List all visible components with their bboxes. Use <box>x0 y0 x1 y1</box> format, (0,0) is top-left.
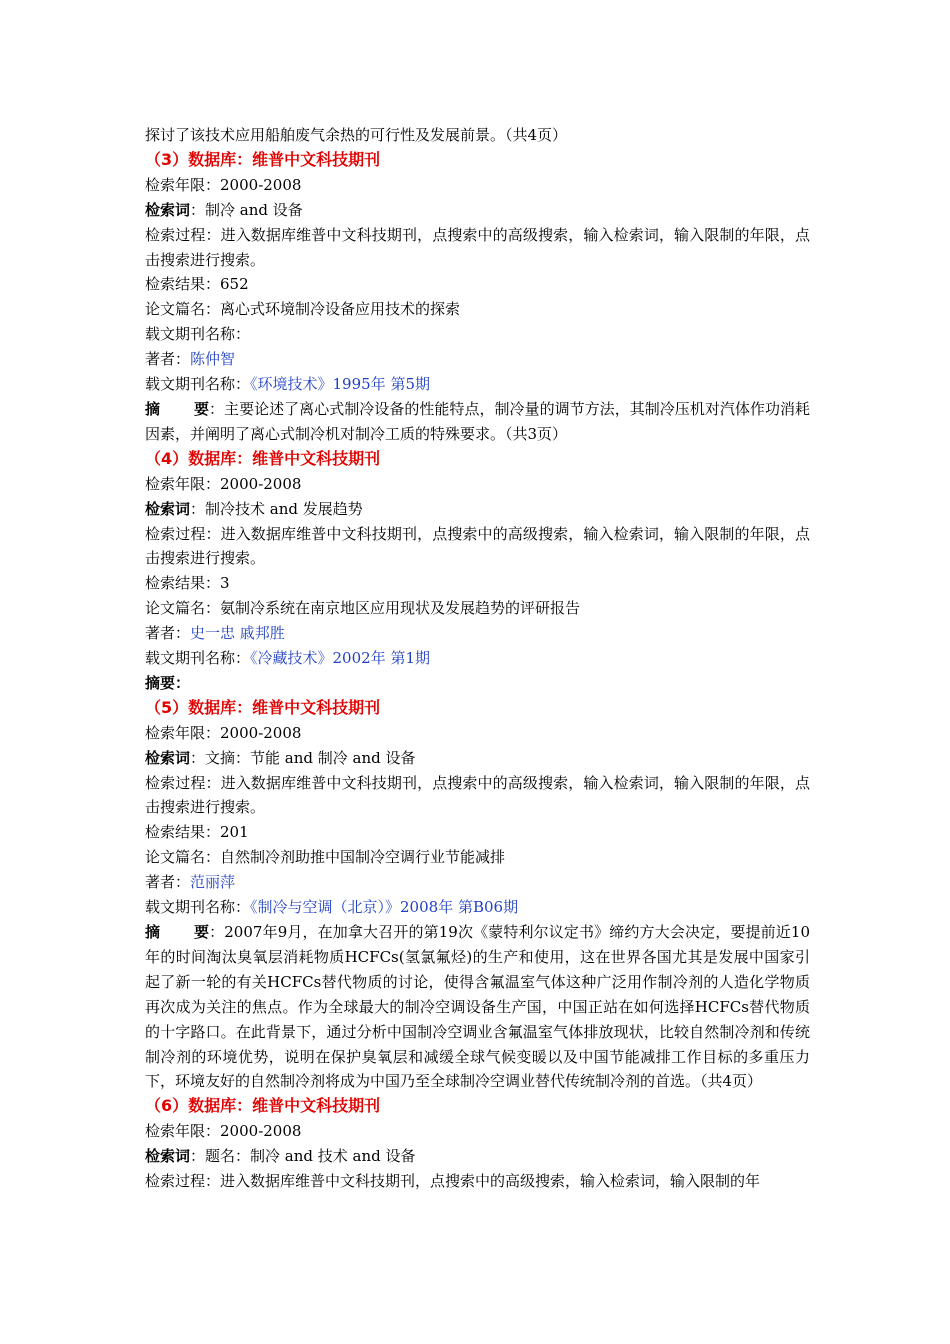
author-link[interactable]: 陈仲智 <box>190 350 236 369</box>
search-keywords: 检索词：文摘：节能 and 制冷 and 设备 <box>145 748 416 767</box>
author-line: 著者：范丽萍 <box>145 873 236 892</box>
record-heading: （5）数据库：维普中文科技期刊 <box>145 697 381 717</box>
search-result: 检索结果：201 <box>145 823 249 842</box>
search-years: 检索年限：2000-2008 <box>145 175 302 194</box>
journal-line: 载文期刊名称：《环境技术》1995年 第5期 <box>145 375 431 394</box>
abstract-label: 摘要： <box>145 673 191 692</box>
journal-link[interactable]: 《冷藏技术》2002年 第1期 <box>250 649 431 668</box>
abstract-label: 摘 要 <box>145 923 209 941</box>
search-years: 检索年限：2000-2008 <box>145 474 302 493</box>
search-years: 检索年限：2000-2008 <box>145 723 302 742</box>
abstract: 摘 要 ：主要论述了离心式制冷设备的性能特点，制冷量的调节方法，其制冷压机对汽体作功消耗因素，并阐明了离心式制冷机对制冷工质的特殊要求。（共3页） <box>145 397 810 447</box>
paper-title: 论文篇名：离心式环境制冷设备应用技术的探索 <box>145 300 461 319</box>
journal-link[interactable]: 《环境技术》1995年 第5期 <box>250 375 431 394</box>
search-result: 检索结果：652 <box>145 275 249 294</box>
search-process: 检索过程：进入数据库维普中文科技期刊，点搜索中的高级搜索，输入检索词，输入限制的年 <box>145 1172 761 1191</box>
author-line: 著者：史一忠 戚邦胜 <box>145 624 285 643</box>
record-heading: （4）数据库：维普中文科技期刊 <box>145 448 381 468</box>
record-heading: （6）数据库：维普中文科技期刊 <box>145 1096 381 1116</box>
search-keywords: 检索词：制冷技术 and 发展趋势 <box>145 499 363 518</box>
author-line: 著者：陈仲智 <box>145 350 236 369</box>
author-link[interactable]: 史一忠 戚邦胜 <box>190 624 285 643</box>
abstract: 摘 要 ：2007年9月，在加拿大召开的第19次《蒙特利尔议定书》缔约方大会决定，要提前近10年的时间淘汰臭氧层消耗物质HCFCs(氢氯氟烃)的生产和使用，这在世界各国尤其是发展中国家引起了新一轮的有关HCFCs替代物质的讨论，使得含氟温室气体这种广泛用作制冷剂的人造化学物质再次成为关注的焦点。作为全球最大的制冷空调设备生产国，中国正站在如何选择HCFCs替代物质的十字路口。在此背景下，通过分析中国制冷空调业含氟温室气体排放现状，比较自然制冷剂和传统制冷剂的环境优势，说明在保护臭氧层和减缓全球气候变暖以及中国节能减排工作目标的多重压力下，环境友好的自然制冷剂将成为中国乃至全球制冷空调业替代传统制冷剂的首选。（共4页） <box>145 920 810 1094</box>
document-page <box>145 123 810 1194</box>
search-keywords: 检索词：制冷 and 设备 <box>145 200 303 219</box>
journal-line: 载文期刊名称：《冷藏技术》2002年 第1期 <box>145 649 431 668</box>
journal-empty: 载文期刊名称： <box>145 325 251 344</box>
search-process: 检索过程：进入数据库维普中文科技期刊，点搜索中的高级搜索，输入检索词，输入限制的年限，点击搜索进行搜索。 <box>145 773 810 817</box>
author-link[interactable]: 范丽萍 <box>190 873 236 892</box>
record-5 <box>145 696 810 1095</box>
search-years: 检索年限：2000-2008 <box>145 1122 302 1141</box>
record-heading: （3）数据库：维普中文科技期刊 <box>145 149 381 169</box>
paper-title: 论文篇名：氨制冷系统在南京地区应用现状及发展趋势的评研报告 <box>145 599 581 618</box>
record-6 <box>145 1094 810 1194</box>
record-4 <box>145 447 810 696</box>
record-3 <box>145 148 810 447</box>
search-result: 检索结果：3 <box>145 574 230 593</box>
search-process: 检索过程：进入数据库维普中文科技期刊，点搜索中的高级搜索，输入检索词，输入限制的年限，点击搜索进行搜索。 <box>145 524 810 568</box>
search-keywords: 检索词：题名：制冷 and 技术 and 设备 <box>145 1147 416 1166</box>
journal-line: 载文期刊名称：《制冷与空调（北京）》2008年 第B06期 <box>145 898 519 917</box>
paper-title: 论文篇名：自然制冷剂助推中国制冷空调行业节能减排 <box>145 848 506 867</box>
abstract-label: 摘 要 <box>145 399 209 418</box>
journal-link[interactable]: 《制冷与空调（北京）》2008年 第B06期 <box>250 898 519 917</box>
search-process: 检索过程：进入数据库维普中文科技期刊，点搜索中的高级搜索，输入检索词，输入限制的年限，点击搜索进行搜索。 <box>145 225 810 269</box>
intro-tail: 探讨了该技术应用船舶废气余热的可行性及发展前景。（共4页） <box>145 126 568 144</box>
